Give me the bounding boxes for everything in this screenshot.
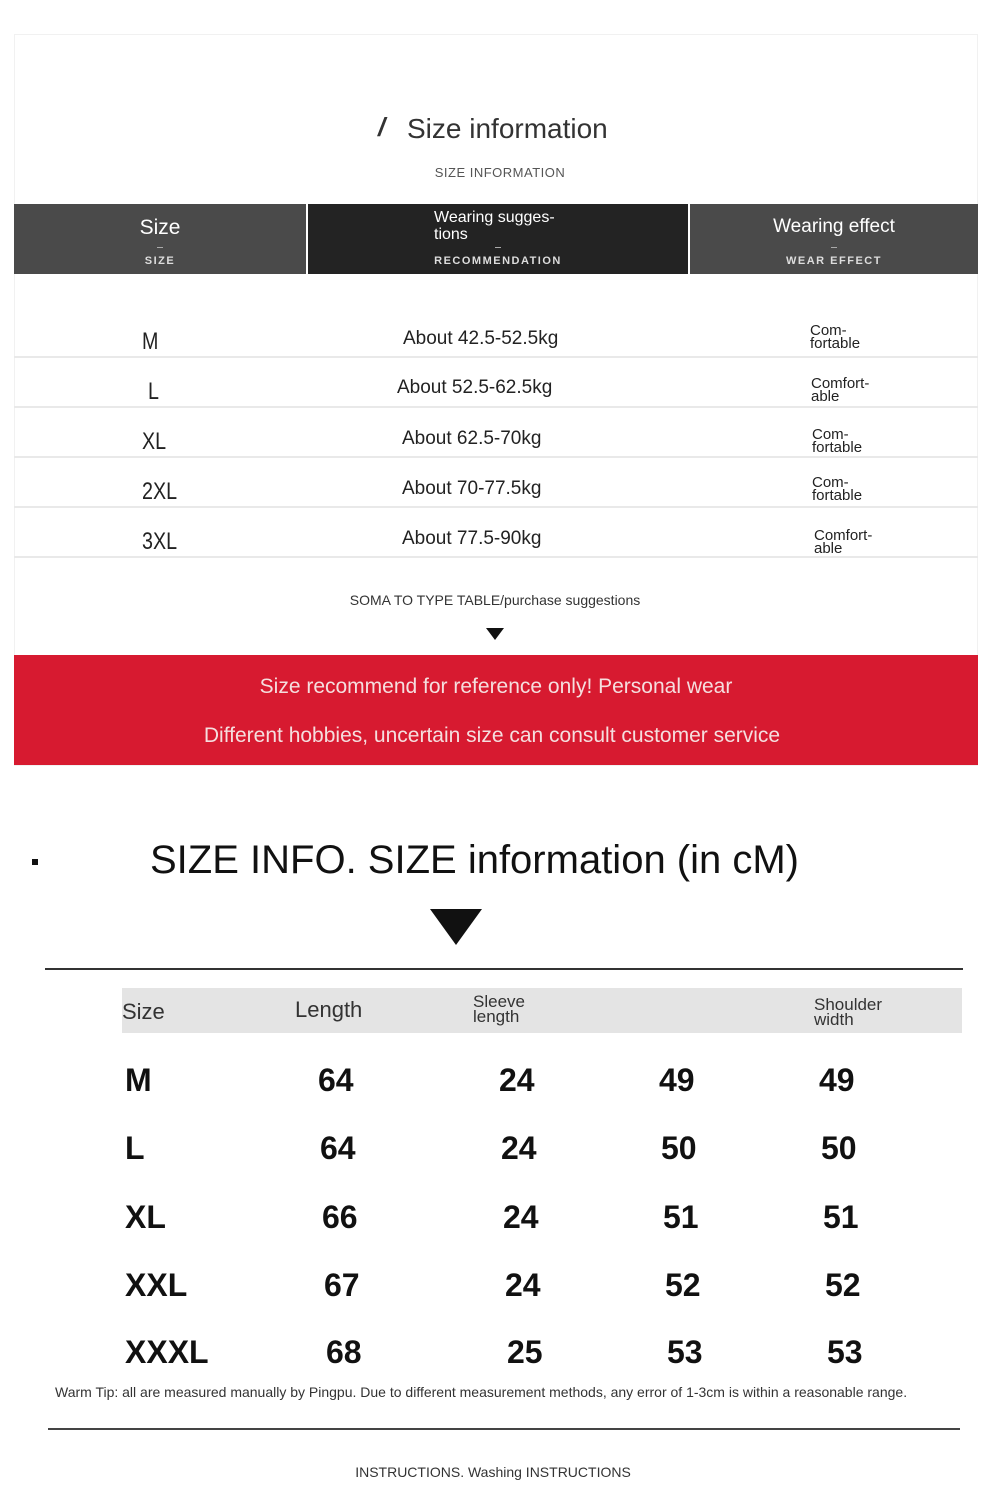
cell-size: L <box>125 1130 145 1166</box>
header-recommendation-label: Wearing sugges- tions <box>434 209 555 243</box>
down-arrow-icon <box>486 628 504 640</box>
cell-size: XL <box>125 1199 166 1235</box>
row-wear-effect: Com- fortable <box>810 322 861 352</box>
cell-sleeve-length: 24 <box>501 1130 537 1166</box>
header-recommendation <box>308 204 688 274</box>
row-recommendation: About 62.5-70kg <box>402 428 542 449</box>
cell-shoulder-width: 52 <box>825 1267 861 1303</box>
washing-instructions-heading: INSTRUCTIONS. Washing INSTRUCTIONS <box>355 1464 631 1480</box>
divider <box>45 968 963 970</box>
cell-size: M <box>125 1062 152 1098</box>
row-recommendation: About 77.5-90kg <box>402 528 542 549</box>
header-wear-effect <box>690 204 978 274</box>
cell-sleeve-length: 24 <box>499 1062 535 1098</box>
row-recommendation: About 42.5-52.5kg <box>403 328 559 349</box>
table-row <box>14 358 978 408</box>
cell-shoulder-width: 51 <box>823 1199 859 1235</box>
header-divider <box>157 247 163 248</box>
col-header-length: Length <box>295 997 363 1022</box>
header-recommendation-sublabel: RECOMMENDATION <box>434 255 562 267</box>
recommendation-banner <box>14 655 978 765</box>
cell-length: 64 <box>318 1062 354 1098</box>
cell-length: 64 <box>320 1130 356 1166</box>
row-wear-effect: Comfort- able <box>811 375 870 405</box>
cell-length: 66 <box>322 1199 358 1235</box>
table-row <box>14 308 978 358</box>
divider <box>48 1428 960 1430</box>
table-row <box>14 508 978 558</box>
cell-chest: 52 <box>665 1267 701 1303</box>
row-size: M <box>142 328 159 355</box>
row-recommendation: About 52.5-62.5kg <box>397 377 553 398</box>
header-divider <box>495 247 501 248</box>
down-arrow-icon <box>430 909 482 945</box>
cell-shoulder-width: 50 <box>821 1130 857 1166</box>
cell-chest: 49 <box>659 1062 695 1098</box>
col-header-sleeve-length: Sleeve length <box>473 992 525 1026</box>
header-wear-effect-sublabel: WEAR EFFECT <box>786 255 882 267</box>
warm-tip: Warm Tip: all are measured manually by Pingpu. Due to different measurement methods, any error of 1-3cm is within a reasonable range. <box>55 1384 908 1400</box>
bullet-icon <box>32 859 38 865</box>
cell-sleeve-length: 25 <box>507 1334 543 1370</box>
cell-length: 67 <box>324 1267 360 1303</box>
header-size-label: Size <box>139 216 181 239</box>
header-wear-effect-label: Wearing effect <box>773 216 895 237</box>
banner-line-1: Size recommend for reference only! Personal wear <box>259 675 733 698</box>
header-size-sublabel: SIZE <box>144 255 176 267</box>
section-title: Size information <box>407 113 608 144</box>
banner-line-2: Different hobbies, uncertain size can consult customer service <box>203 724 781 747</box>
row-recommendation: About 70-77.5kg <box>402 478 542 499</box>
cell-size: XXL <box>125 1267 188 1303</box>
row-wear-effect: Com- fortable <box>812 474 863 504</box>
col-header-size: Size <box>122 999 165 1024</box>
cell-length: 68 <box>326 1334 362 1370</box>
table-row <box>14 458 978 508</box>
header-size <box>14 204 306 274</box>
cell-chest: 50 <box>661 1130 697 1166</box>
title-slash-decoration: / <box>378 112 386 142</box>
section-subtitle: SIZE INFORMATION <box>434 165 566 180</box>
measurement-title: SIZE INFO. SIZE information (in cM) <box>150 838 800 882</box>
cell-chest: 51 <box>663 1199 699 1235</box>
row-size: 3XL <box>142 528 178 555</box>
cell-sleeve-length: 24 <box>505 1267 541 1303</box>
cell-shoulder-width: 53 <box>827 1334 863 1370</box>
col-header-shoulder-width: Shoulder width <box>814 995 883 1029</box>
row-wear-effect: Com- fortable <box>812 426 863 456</box>
cell-sleeve-length: 24 <box>503 1199 539 1235</box>
row-size: L <box>148 378 159 405</box>
row-wear-effect: Comfort- able <box>814 527 873 557</box>
table-row <box>14 408 978 458</box>
cell-shoulder-width: 49 <box>819 1062 855 1098</box>
purchase-suggestion-note: SOMA TO TYPE TABLE/purchase suggestions <box>349 592 641 608</box>
cell-chest: 53 <box>667 1334 703 1370</box>
header-divider <box>831 247 837 248</box>
row-size: 2XL <box>142 478 178 505</box>
row-size: XL <box>142 428 167 455</box>
cell-size: XXXL <box>125 1334 209 1370</box>
